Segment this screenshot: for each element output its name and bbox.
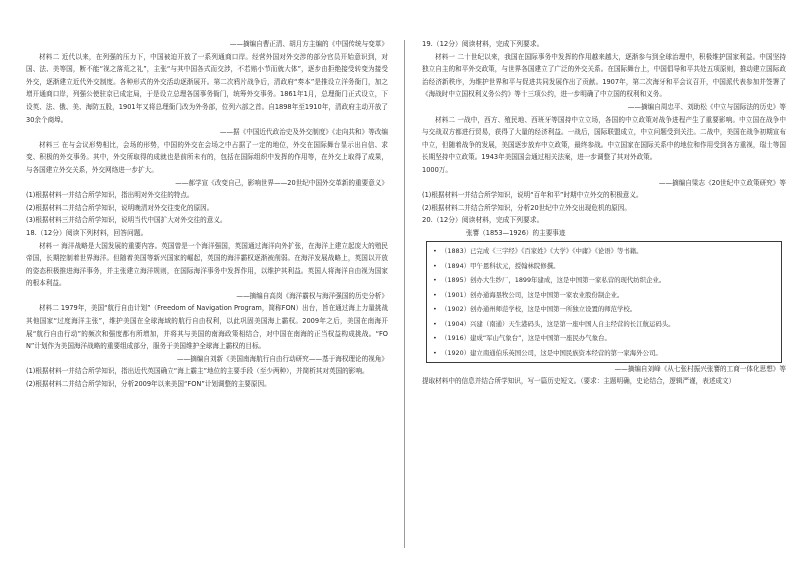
table-title: 张謇（1853—1926）的主要事迹 (466, 228, 566, 237)
material-passage: 材料三 在与会议形势相比，会场的形势，中国的外交在会场之中占据了一定的地位，外交在国际舞台显示出自信、求变、积极的外交事务。其中，外交所取得的成就也是前所未有的，包括在国际组织中发挥的作用等，在外交上取得了成果，与各国建立外交关系，外交网络进一步扩大。 (26, 140, 388, 174)
source-citation: ——据《中国近代政治史及外交制度》《走向共和》等改编 (219, 128, 388, 137)
material-passage: 材料一 二十世纪以来，我国在国际事务中发挥的作用越来越大，逐渐参与到全球治理中，积极维护国家利益。中国坚持独立自主的和平外交政策，与世界各国建立了广泛的外交关系。在国际舞台上，中国倡导和平共处五项原则，推动建立国际政治经济新秩序，为维护世界和平与促进共同发展作出了贡献。1907年，第二次海牙和平会议召开，中国派代表参加并签署了《海战时中立国权利义务公约》等十三项公约，进一步明确了中立国的权利和义务。 (422, 52, 786, 99)
question-item: (1)根据材料一并结合所学知识，指出明对外交往的特点。 (26, 191, 194, 200)
bullet-icon: • (433, 334, 437, 343)
material-passage-tail: 1000万。 (422, 165, 452, 174)
question-heading: 19.（12分）阅读材料，完成下列要求。 (422, 40, 544, 48)
question-item: (1)根据材料一并结合所学知识，指出近代英国确立“海上霸主”地位的主要手段（至少两种），并简析其对英国的影响。 (26, 367, 369, 376)
left-column (26, 38, 388, 391)
question-item: (3)根据材料三并结合所学知识，说明当代中国扩大对外交往的意义。 (26, 216, 227, 225)
question-item: (2)根据材料二并结合所学知识，说明晚清对外交往变化的原因。 (26, 203, 214, 212)
source-citation: ——摘编自梁志《20世纪中立政策研究》等 (658, 178, 786, 187)
source-citation: ——摘编自周忠平、刘助松《中立与国际法的历史》等 (627, 102, 786, 111)
bullet-icon: • (433, 261, 437, 270)
question-item: (2)根据材料二并结合所学知识，分析20世纪中立外交出现危机的原因。 (422, 203, 631, 212)
list-item: • （1895）创办大生纱厂，1899年建成，这是中国第一家私营的现代纺织企业。 (433, 273, 775, 288)
source-citation: ——摘编自高岗《海洋霸权与海洋强国的历史分析》 (236, 291, 388, 300)
bullet-icon: • (433, 290, 437, 299)
source-citation: ——郝学宣《改变自己，影响世界——20世纪中国外交革新的重要意义》 (175, 178, 388, 187)
bullet-icon: • (433, 319, 437, 328)
question-item: (1)根据材料一并结合所学知识，说明“百年和平”时期中立外交的积极意义。 (422, 191, 643, 200)
material-passage: 材料二 一战中，西方、殖民地、西班牙等国持中立立场，各国的中立政策对战争进程产生了重要影响。中立国在战争中与交战双方都进行贸易，获得了大量的经济利益。一战后，国际联盟成立，中立问题受到关注。二战中，美国在战争初期宣布中立，但随着战争的发展，美国逐步放弃中立政策，最终参战。中立国家在国际关系中的地位和作用受到各方重视，瑞士等国长期坚持中立政策。1943年美国国会通过相关法案，进一步调整了其对外政策。 (422, 115, 786, 162)
bullet-icon: • (433, 246, 437, 255)
list-item: • （1901）创办通海垦牧公司，这是中国第一家农业股份制企业。 (433, 288, 775, 303)
list-item: • （1883）已完成《三字经》《百家姓》《大学》《中庸》《论语》等书籍。 (433, 244, 775, 259)
question-item: (2)根据材料二并结合所学知识，分析2009年以来美国“FON”计划调整的主要原因。 (26, 380, 271, 389)
bullet-icon: • (433, 276, 437, 285)
question-item: 提取材料中的信息并结合所学知识，写一篇历史短文。（要求：主题明确，史论结合，逻辑严谨，表述成文） (422, 377, 736, 386)
material-passage: 材料一 海洋战略是大国发展的重要内容。英国曾是一个海洋强国，英国通过海洋向外扩张，在海洋上建立起庞大的殖民帝国，长期控制着世界海洋。但随着美国等新兴国家的崛起，英国的海洋霸权逐渐被削弱。在海洋发展战略上，英国以开放的姿态积极推进海洋事务，并主张建立海洋规则，在国际海洋事务中发挥作用，以维护其利益。英国人将海洋自由视为国家的根本利益。 (26, 241, 388, 288)
events-table (426, 241, 782, 363)
list-item: • （1902）创办通州师范学校，这是中国第一所独立设置的师范学校。 (433, 302, 775, 317)
material-passage: 材料二 1979年，美国“航行自由计划”（Freedom of Navigation Program，简称FON）出台，旨在通过海上力量挑战其他国家“过度海洋主张”，维护美国在全球海域的航行自由权利，以此巩固美国海上霸权。2009年之后，美国在南海开展“航行自由行动”的频次和强度都有所增加，并将其与美国的南海政策相结合，对中国在南海的正当权益构成挑战。“FON”计划作为美国海洋战略的重要组成部分，服务于美国维护全球海上霸权的目标。 (26, 304, 388, 351)
material-passage: 材料二 近代以来，在列强的压力下，中国被迫开放了一系列通商口岸。经营外国对外交涉的部分官员开始意识到，对国、法、美等国，断不能“视之落荒之礼”，主张“与其中国各式而交涉，不若赔小节而就大体”，逐步由拒绝接受转变为接受外交，逐渐建立近代外交制度。各种形式的外交活动逐渐展开。第二次鸦片战争后，清政府“奏本”是推设立洋务衙门，加之增开通商口岸，列强公使驻京已成定局，于是设立总理各国事务衙门，统筹外交事务。1861年1月，总理衙门正式设立，下设英、法、俄、美、海防五股，1901年又将总理衙门改为外务部，位列六部之首。自1898年至1910年，清政府主动开放了30余个商埠。 (26, 52, 388, 124)
list-item: • （1894）甲午恩科状元，授翰林院修撰。 (433, 259, 775, 274)
list-item: • （1916）建成“军山气象台”，这是中国第一座民办气象台。 (433, 331, 775, 346)
bullet-icon: • (433, 305, 437, 314)
source-citation: ——摘编自曹正清、胡月方主编的《中国传统与变革》 (229, 40, 388, 48)
right-column (422, 38, 786, 388)
question-heading: 18.（12分）阅读下列材料，回答问题。 (26, 228, 148, 237)
source-citation: ——摘编自刘峰《从七张村振兴张謇的工商一体化思想》等 (614, 364, 786, 373)
column-divider (404, 40, 405, 548)
list-item: • （1904）兴建（南通）天生港码头，这是第一座中国人自主经营的长江航运码头。 (433, 317, 775, 332)
bullet-icon: • (433, 349, 437, 358)
question-heading: 20.（12分）阅读材料，完成下列要求。 (422, 216, 544, 225)
source-citation: ——摘编自刘新《美国南海航行自由行动研究——基于海权理论的视角》 (177, 354, 388, 363)
list-item: • （1920）建立南通伯乐英国公司，这是中国民族资本经营的第一家海外公司。 (433, 346, 775, 361)
